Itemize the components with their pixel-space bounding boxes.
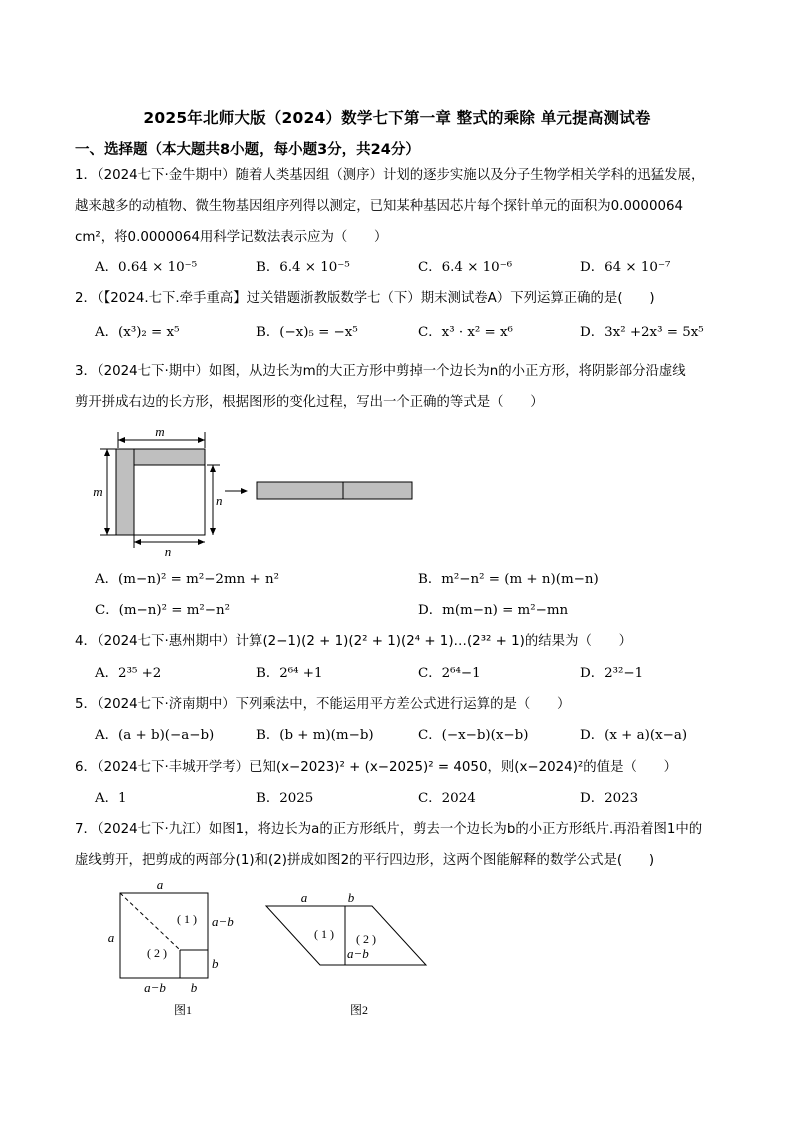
q7-fig2-caption: 图2 bbox=[349, 1003, 369, 1017]
q5-option-a: A．(a + b)(−a−b) bbox=[95, 728, 215, 743]
q5-option-d: D．(x + a)(x−a) bbox=[580, 728, 688, 743]
q1-option-c: C．6.4 × 10⁻⁶ bbox=[418, 260, 513, 275]
q3-option-a: A．(m−n)² = m²−2mn + n² bbox=[95, 572, 280, 587]
q6-option-a: A．1 bbox=[95, 791, 127, 806]
q4-option-b: B．2⁶⁴ +1 bbox=[256, 666, 323, 681]
q3-option-d: D．m(m−n) = m²−mn bbox=[418, 603, 569, 618]
q7-fig1-a-left: a bbox=[107, 930, 115, 945]
q1-line1: 1．（2024七下·金牛期中）随着人类基因组（测序）计划的逐步实施以及分子生物学相关学科的迅猛发展， bbox=[75, 168, 705, 183]
q2-option-d: D．3x² +2x³ = 5x⁵ bbox=[580, 325, 704, 340]
q3-option-c: C．(m−n)² = m²−n² bbox=[95, 603, 231, 618]
q7-fig1-part1: ( 1 ) bbox=[177, 912, 197, 926]
q7-figure-2 bbox=[262, 888, 432, 1021]
q3-result-rectangle bbox=[257, 482, 412, 499]
q6-option-c: C．2024 bbox=[418, 791, 476, 806]
q3-label-n-bottom: n bbox=[164, 544, 172, 559]
q3-label-n-right: n bbox=[216, 493, 223, 508]
q3-small-square bbox=[134, 465, 205, 535]
q7-fig1-b-right: b bbox=[212, 956, 219, 971]
q7-fig1-amb-right: a−b bbox=[212, 914, 234, 929]
q3-line1: 3．（2024七下·期中）如图，从边长为m的大正方形中剪掉一个边长为n的小正方形，将阴影部分沿虚线 bbox=[75, 364, 686, 379]
q7-fig1-dashed-cut bbox=[120, 893, 180, 950]
q6-stem: 6．（2024七下·丰城开学考）已知(x−2023)² + (x−2025)² = 4050，则(x−2024)²的值是（ ） bbox=[75, 760, 678, 775]
q6-option-b: B．2025 bbox=[256, 791, 314, 806]
q4-option-c: C．2⁶⁴−1 bbox=[418, 666, 481, 681]
q7-fig2-part2: ( 2 ) bbox=[356, 932, 376, 946]
q5-option-c: C．(−x−b)(x−b) bbox=[418, 728, 529, 743]
q1-line2: 越来越多的动植物、微生物基因组序列得以测定，已知某种基因芯片每个探针单元的面积为0.0000064 bbox=[75, 199, 684, 214]
q1-line3: cm²，将0.0000064用科学记数法表示应为（ ） bbox=[75, 230, 388, 245]
q7-line1: 7．（2024七下·九江）如图1，将边长为a的正方形纸片，剪去一个边长为b的小正方形纸片.再沿着图1中的 bbox=[75, 822, 703, 837]
q7-fig1-b-bottom: b bbox=[190, 980, 198, 995]
q7-fig2-b-top: b bbox=[347, 890, 355, 905]
q1-option-b: B．6.4 × 10⁻⁵ bbox=[256, 260, 350, 275]
page-title: 2025年北师大版（2024）数学七下第一章 整式的乘除 单元提高测试卷 bbox=[143, 109, 651, 127]
q7-fig2-parallelogram bbox=[266, 906, 426, 965]
q5-stem: 5．（2024七下·济南期中）下列乘法中，不能运用平方差公式进行运算的是（ ） bbox=[75, 697, 571, 712]
q7-fig1-a-top: a bbox=[156, 877, 164, 892]
q2-option-b: B．(−x)₅ = −x⁵ bbox=[256, 325, 358, 340]
q3-label-m-top: m bbox=[155, 424, 165, 439]
q2-option-c: C．x³ · x² = x⁶ bbox=[418, 325, 513, 340]
q3-option-b: B．m²−n² = (m + n)(m−n) bbox=[418, 572, 599, 587]
q3-label-m-left: m bbox=[93, 484, 103, 499]
q7-figure-1 bbox=[100, 876, 250, 1021]
q7-fig2-amb: a−b bbox=[347, 946, 369, 961]
q5-option-b: B．(b + m)(m−b) bbox=[256, 728, 374, 743]
q4-option-a: A．2³⁵ +2 bbox=[95, 666, 162, 681]
arrow-right-icon bbox=[241, 488, 248, 494]
q7-fig1-square bbox=[120, 893, 208, 978]
q2-option-a: A．(x³)₂ = x⁵ bbox=[95, 325, 180, 340]
q1-option-d: D．64 × 10⁻⁷ bbox=[580, 260, 671, 275]
q7-line2: 虚线剪开，把剪成的两部分(1)和(2)拼成如图2的平行四边形，这两个图能解释的数学公式是( ) bbox=[75, 853, 655, 868]
q4-stem: 4．（2024七下·惠州期中）计算(2−1)(2 + 1)(2² + 1)(2⁴ + 1)…(2³² + 1)的结果为（ ） bbox=[75, 634, 633, 649]
q6-option-d: D．2023 bbox=[580, 791, 639, 806]
q1-option-a: A．0.64 × 10⁻⁵ bbox=[95, 260, 198, 275]
q4-option-d: D．2³²−1 bbox=[580, 666, 644, 681]
q7-fig2-a-top: a bbox=[300, 890, 308, 905]
q7-fig1-amb-bottom: a−b bbox=[144, 980, 166, 995]
q7-fig2-part1: ( 1 ) bbox=[314, 927, 334, 941]
q2-stem: 2．（【2024.七下.牵手重高】过关错题浙教版数学七（下）期末测试卷A）下列运算正确的是( ) bbox=[75, 291, 655, 306]
q3-figure bbox=[88, 420, 428, 560]
q3-line2: 剪开拼成右边的长方形，根据图形的变化过程，写出一个正确的等式是（ ） bbox=[75, 395, 544, 410]
q7-fig1-caption: 图1 bbox=[173, 1003, 193, 1017]
section-heading: 一、选择题（本大题共8小题，每小题3分，共24分） bbox=[75, 142, 420, 158]
q7-fig1-part2: ( 2 ) bbox=[147, 946, 167, 960]
